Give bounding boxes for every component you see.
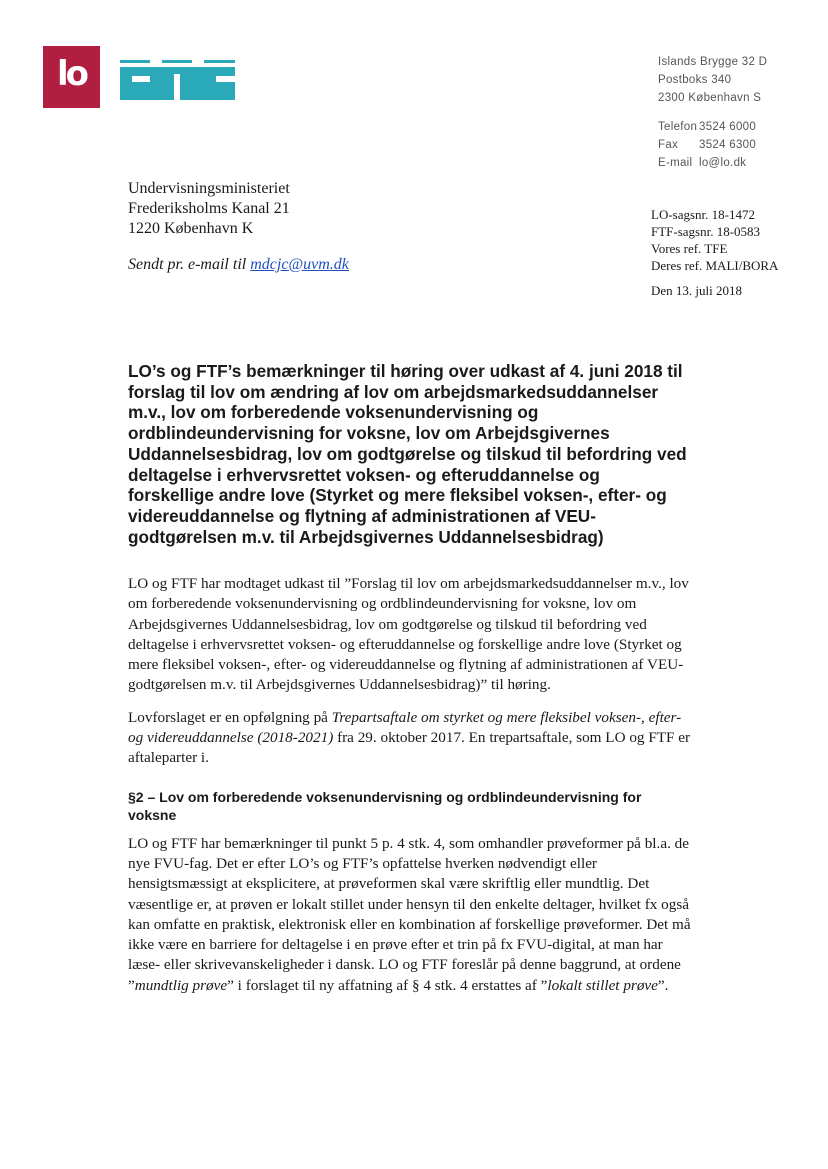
reference-line: LO-sagsnr. 18-1472 [651,207,755,222]
contact-email [658,154,767,172]
quoted-term: mundtlig prøve [134,976,228,994]
text-run: fra 29. oktober 2017. En trepartsaftale, som LO og FTF er aftaleparter i. [128,729,691,767]
contact-value: 3524 6000 [699,121,757,133]
reference-line: Vores ref. TFE [651,241,728,256]
sent-by-email-line [128,256,349,274]
ftf-logo [120,60,235,100]
agreement-title: Trepartsaftale om styrket og mere fleksibel voksen-, efter- og videreuddannelse (2018-2021) [128,708,682,747]
text-run: LO og FTF har bemærkninger til punkt 5 p. 4 stk. 4, som omhandler prøveformer på bl.a. de nye FVU-fag. Det er efter LO’s og FTF’s opfattelse hverken nødvendigt eller hensigtsmæssigt at eksplicitere, at prøveformen skal være skriftlig eller mundtlig. Det væsentlige er, at prøven er lokalt stillet under hensyn til den enkelte deltager, hvilket fx også kan omfatte en praktisk, elektronisk eller en kombination af forskellige prøveformer. Det må ikke være en barriere for deltagelse i en prøve efter et trin på fx FVU-digital, at man har læse- eller skrivevanskeligheder i dansk. LO og FTF foreslår på denne baggrund, at ordene ” [128,834,691,994]
text-run: Lovforslaget er en opfølgning på [128,708,332,726]
quoted-term: lokalt stillet prøve [547,976,658,994]
contact-label: Telefon [658,121,698,133]
sender-address-block [658,53,767,172]
ftf-logo-bar-1 [120,60,150,63]
contact-value: lo@lo.dk [699,157,747,169]
recipient-line: 1220 København K [128,220,254,237]
recipient-line: Undervisningsministeriet [128,180,290,197]
lo-logo [43,46,100,108]
ftf-logo-slot-f1 [132,76,150,82]
contact-fax [658,136,767,154]
letter-date: Den 13. juli 2018 [651,283,742,298]
sent-prefix: Sendt pr. e-mail til [128,256,251,273]
paragraph-trepartsaftale [128,708,694,769]
recipient-line: Frederiksholms Kanal 21 [128,200,290,217]
sender-address-line: 2300 København S [658,92,762,104]
sender-address-line: Islands Brygge 32 D [658,56,768,68]
text-run: ” i forslaget til ny affatning af § 4 stk. 4 erstattes af ” [227,976,548,994]
reference-block [651,206,778,299]
sender-address-line: Postboks 340 [658,74,732,86]
ftf-logo-slot-t [174,74,180,100]
paragraph-section-2 [128,834,694,996]
text-run: ”. [657,976,669,994]
contact-label: Fax [658,139,679,151]
reference-line: FTF-sagsnr. 18-0583 [651,224,761,239]
recipient-email-link[interactable]: mdcjc@uvm.dk [250,256,349,273]
reference-line: Deres ref. MALI/BORA [651,258,779,273]
recipient-address [128,179,290,239]
ftf-logo-slot-f2 [216,76,235,82]
letter-body [128,574,694,1008]
document-heading: LO’s og FTF’s bemærkninger til høring over udkast af 4. juni 2018 til forslag til lov om ændring af lov om arbejdsmarkedsuddannelser m.v., lov om forberedende voksenundervisning og ordblindeundervisning for voksne, lov om Arbejdsgivernes Uddannelsesbidrag, lov om godtgørelse og tilskud til befordring ved deltagelse i erhvervsrettet voksen- og efteruddannelse og forskellige andre love (Styrket og mere fleksibel voksen-, efter- og videreuddannelse og flytning af administrationen af VEU-godtgørelsen m.v. til Arbejdsgivernes Uddannelsesbidrag) [128,361,687,547]
contact-value: 3524 6300 [699,139,757,151]
ftf-logo-bar-3 [204,60,235,63]
contact-phone [658,118,767,136]
contact-label: E-mail [658,157,693,169]
lo-logo-text: lo [56,54,86,94]
ftf-logo-bar-2 [162,60,192,63]
section-heading: §2 – Lov om forberedende voksenundervisning og ordblindeundervisning for voksne [128,788,642,823]
paragraph-intro: LO og FTF har modtaget udkast til ”Forslag til lov om arbejdsmarkedsuddannelser m.v., lov om forberedende voksenundervisning og ordblindeundervisning for voksne, lov om Arbejdsgivernes Uddannelsesbidrag, lov om godtgørelse og tilskud til befordring ved deltagelse i erhvervsrettet voksen- og efteruddannelse og forskellige andre love (Styrket og mere fleksibel voksen-, efter- og videreuddannelse og flytning af administrationen af VEU-godtgørelsen m.v. til Arbejdsgivernes Uddannelsesbidrag)” til høring. [128,575,689,694]
